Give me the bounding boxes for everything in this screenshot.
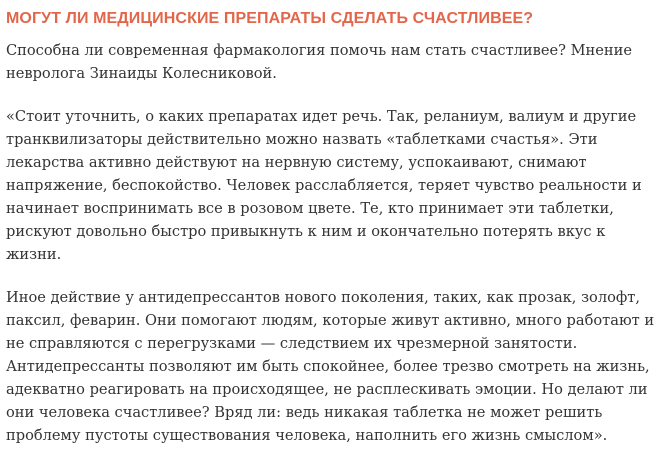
article — [6, 7, 661, 447]
article-paragraph-tranquilizers: «Стоит уточнить, о каких препаратах идет речь. Так, реланиум, валиум и другие транквилизаторы действительно можно назвать «таблетками счастья». Эти лекарства активно действуют на нервную систему, успокаивают, снимают напряжение, беспокойство. Человек расслабляется, теряет чувство реальности и начинает воспринимать все в розовом цвете. Те, кто принимает эти таблетки, рискуют довольно быстро привыкнуть к ним и окончательно потерять вкус к жизни. — [6, 108, 642, 263]
article-intro-paragraph: Способна ли современная фармакология помочь нам стать счастливее? Мнение невролога Зинаиды Колесниковой. — [6, 42, 632, 82]
article-paragraph-antidepressants: Иное действие у антидепрессантов нового поколения, таких, как прозак, золофт, паксил, феварин. Они помогают людям, которые живут активно, много работают и не справляются с перегрузками — следствием их чрезмерной занятости. Антидепрессанты позволяют им быть спокойнее, более трезво смотреть на жизнь, адекватно реагировать на происходящее, не расплескивать эмоции. Но делают ли они человека счастливее? Вряд ли: ведь никакая таблетка не может решить проблему пустоты существования человека, наполнить его жизнь смыслом». — [6, 289, 655, 444]
article-headline: МОГУТ ЛИ МЕДИЦИНСКИЕ ПРЕПАРАТЫ СДЕЛАТЬ СЧАСТЛИВЕЕ? — [6, 10, 534, 27]
